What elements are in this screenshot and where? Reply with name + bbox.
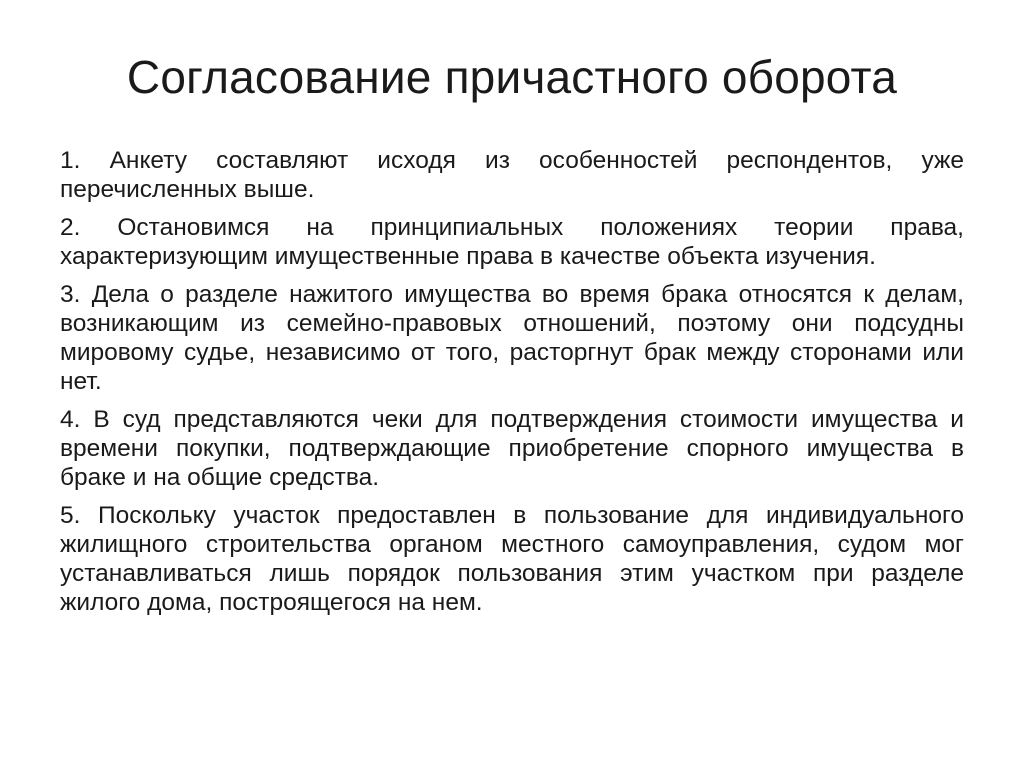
list-item-2: 2. Остановимся на принципиальных положениях теории права, характеризующим имущественные права в качестве объекта изучения.: [60, 214, 964, 270]
list-item-3: 3. Дела о разделе нажитого имущества во время брака относятся к делам, возникающим из семейно-правовых отношений, поэтому они подсудны мировому судье, независимо от того, расторгнут брак между сторонами или нет.: [60, 281, 964, 395]
list-item-5: 5. Поскольку участок предоставлен в пользование для индивидуального жилищного строительства органом местного самоуправления, судом мог устанавливаться лишь порядок пользования этим участком при разделе жилого дома, построящегося на нем.: [60, 502, 964, 616]
list-item-4: 4. В суд представляются чеки для подтверждения стоимости имущества и времени покупки, подтверждающие приобретение спорного имущества в браке и на общие средства.: [60, 406, 964, 491]
list-item-1: 1. Анкету составляют исходя из особенностей респондентов, уже перечисленных выше.: [60, 147, 964, 203]
slide-body: [60, 146, 964, 626]
slide-title: Согласование причастного оборота: [126, 51, 898, 103]
